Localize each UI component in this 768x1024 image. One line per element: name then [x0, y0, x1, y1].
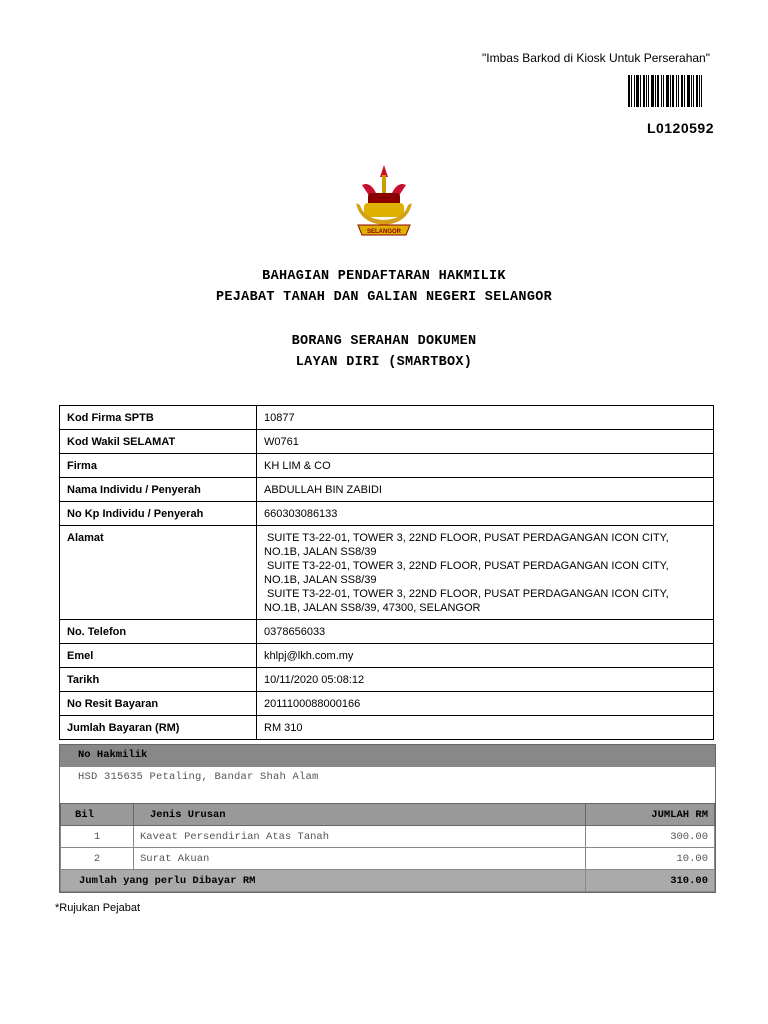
- field-value: KH LIM & CO: [257, 454, 714, 478]
- form-title: BORANG SERAHAN DOKUMEN: [291, 334, 477, 349]
- field-value: 2011100088000166: [257, 692, 714, 716]
- address-line: SUITE T3-22-01, TOWER 3, 22ND FLOOR, PUSAT PERDAGANGAN ICON CITY,: [264, 560, 669, 572]
- table-row: [61, 826, 715, 848]
- table-row: [60, 644, 714, 668]
- table-header-row: [61, 804, 715, 826]
- cell-jenis: Surat Akuan: [134, 848, 586, 870]
- total-value: 310.00: [586, 870, 715, 892]
- cell-bil: 2: [61, 848, 134, 870]
- table-row: [60, 502, 714, 526]
- field-label: Firma: [60, 454, 257, 478]
- field-label: No Kp Individu / Penyerah: [60, 502, 257, 526]
- field-label: Jumlah Bayaran (RM): [60, 716, 257, 740]
- table-row: [60, 454, 714, 478]
- column-header-jenis: Jenis Urusan: [134, 804, 586, 826]
- field-label: No Resit Bayaran: [60, 692, 257, 716]
- field-label: Kod Firma SPTB: [60, 406, 257, 430]
- selangor-crest-logo: [350, 163, 418, 241]
- scan-instruction: "Imbas Barkod di Kiosk Untuk Perserahan": [482, 51, 710, 65]
- office-title: PEJABAT TANAH DAN GALIAN NEGERI SELANGOR: [215, 290, 553, 305]
- field-label: No. Telefon: [60, 620, 257, 644]
- field-value: 0378656033: [257, 620, 714, 644]
- field-value: 660303086133: [257, 502, 714, 526]
- table-row: [60, 526, 714, 620]
- address-line: SUITE T3-22-01, TOWER 3, 22ND FLOOR, PUSAT PERDAGANGAN ICON CITY,: [264, 532, 669, 544]
- table-row: [60, 478, 714, 502]
- field-label: Emel: [60, 644, 257, 668]
- barcode: [628, 75, 702, 107]
- field-label: Tarikh: [60, 668, 257, 692]
- total-label: Jumlah yang perlu Dibayar RM: [61, 870, 586, 892]
- department-title: BAHAGIAN PENDAFTARAN HAKMILIK: [262, 269, 506, 284]
- cell-jumlah: 300.00: [586, 826, 715, 848]
- total-row: [61, 870, 715, 892]
- cell-jenis: Kaveat Persendirian Atas Tanah: [134, 826, 586, 848]
- transactions-table: [60, 803, 715, 892]
- submitter-info-table: [59, 405, 714, 740]
- table-row: [60, 716, 714, 740]
- title-transactions-box: [59, 744, 716, 893]
- field-label: Alamat: [60, 526, 257, 620]
- table-row: [60, 430, 714, 454]
- table-row: [60, 692, 714, 716]
- address-value: [257, 526, 714, 620]
- cell-bil: 1: [61, 826, 134, 848]
- field-value: RM 310: [257, 716, 714, 740]
- form-subtitle: LAYAN DIRI (SMARTBOX): [295, 355, 473, 370]
- table-row: [61, 848, 715, 870]
- address-line: NO.1B, JALAN SS8/39: [264, 574, 377, 586]
- field-label: Nama Individu / Penyerah: [60, 478, 257, 502]
- field-value: W0761: [257, 430, 714, 454]
- hakmilik-value: HSD 315635 Petaling, Bandar Shah Alam: [78, 771, 319, 783]
- cell-jumlah: 10.00: [586, 848, 715, 870]
- address-line: SUITE T3-22-01, TOWER 3, 22ND FLOOR, PUSAT PERDAGANGAN ICON CITY,: [264, 588, 669, 600]
- office-reference-note: *Rujukan Pejabat: [55, 902, 141, 914]
- address-line: NO.1B, JALAN SS8/39, 47300, SELANGOR: [264, 602, 481, 614]
- address-line: NO.1B, JALAN SS8/39: [264, 546, 377, 558]
- column-header-bil: Bil: [61, 804, 134, 826]
- table-row: [60, 620, 714, 644]
- table-row: [60, 668, 714, 692]
- reference-code: L0120592: [646, 120, 714, 136]
- table-row: [60, 406, 714, 430]
- field-value: 10/11/2020 05:08:12: [257, 668, 714, 692]
- column-header-jumlah: JUMLAH RM: [586, 804, 715, 826]
- hakmilik-header: No Hakmilik: [60, 745, 715, 767]
- field-value: ABDULLAH BIN ZABIDI: [257, 478, 714, 502]
- field-value: 10877: [257, 406, 714, 430]
- crest-banner-text: SELANGOR: [366, 229, 402, 235]
- field-value: khlpj@lkh.com.my: [257, 644, 714, 668]
- field-label: Kod Wakil SELAMAT: [60, 430, 257, 454]
